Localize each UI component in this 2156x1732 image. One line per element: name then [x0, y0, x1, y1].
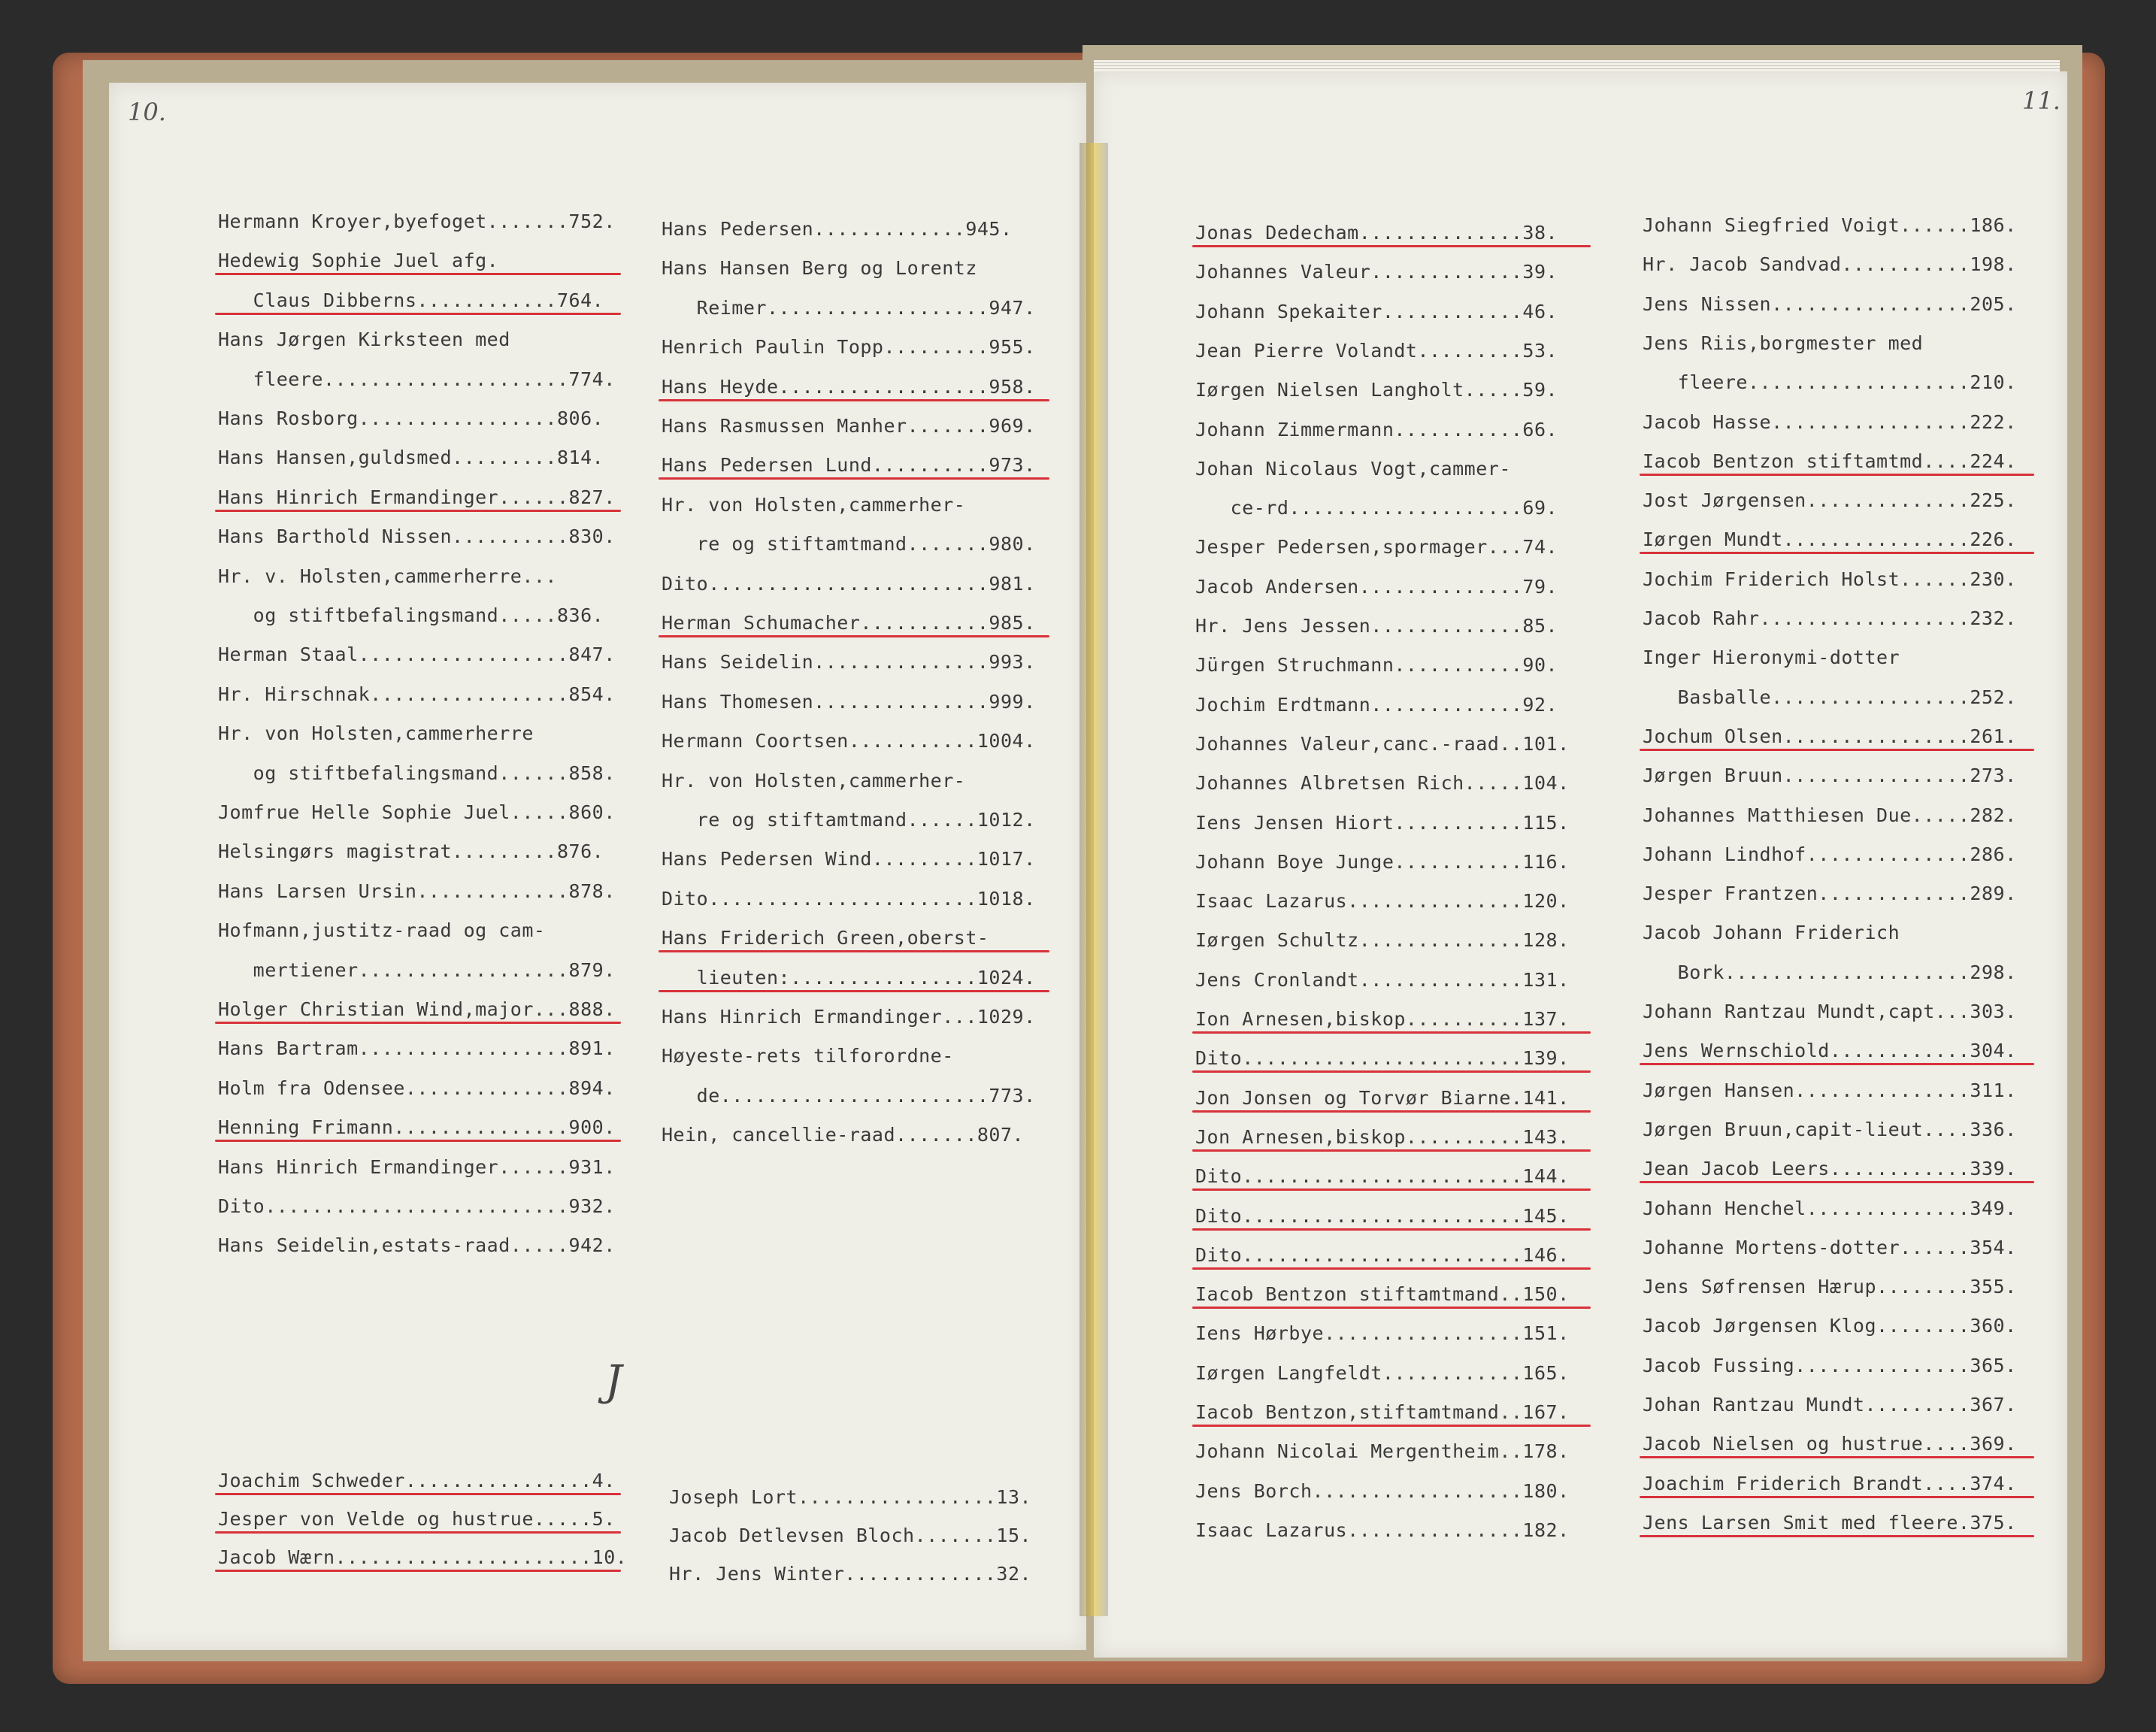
red-underline: [659, 477, 1049, 480]
index-entry: Jochim Friderich Holst......230.: [1643, 568, 2017, 590]
index-entry: Hans Hinrich Ermandinger...1029.: [662, 1006, 1036, 1028]
index-entry: Johann Rantzau Mundt,capt...303.: [1643, 1001, 2017, 1022]
left-page: [109, 83, 1086, 1650]
index-entry: Reimer...................947.: [662, 296, 1036, 319]
index-entry: Isaac Lazarus...............120.: [1195, 890, 1570, 913]
index-entry: Holger Christian Wind,major...888.: [218, 998, 616, 1020]
index-entry: Høyeste-rets tilforordne-: [662, 1045, 954, 1067]
index-entry: Jürgen Struchmann...........90.: [1195, 654, 1558, 677]
index-entry: Jørgen Hansen...............311.: [1643, 1079, 2017, 1101]
index-entry: Jacob Andersen..............79.: [1195, 575, 1558, 598]
index-entry: Dito..........................932.: [218, 1195, 616, 1217]
index-entry: Jacob Detlevsen Bloch.......15.: [669, 1525, 1032, 1546]
index-entry: Johann Lindhof..............286.: [1643, 843, 2017, 865]
book-gutter: [1080, 143, 1108, 1616]
index-entry: Johanne Mortens-dotter......354.: [1643, 1236, 2017, 1258]
index-entry: Jens Cronlandt..............131.: [1195, 968, 1570, 991]
index-entry: Jochim Erdtmann.............92.: [1195, 693, 1558, 716]
index-entry: Iacob Bentzon,stiftamtmand..167.: [1195, 1401, 1570, 1423]
index-entry: Hans Pedersen Wind.........1017.: [662, 848, 1036, 871]
index-entry: Hans Heyde..................958.: [662, 375, 1036, 398]
index-entry: Jens Søfrensen Hærup........355.: [1643, 1276, 2017, 1298]
red-underline: [1640, 474, 2034, 476]
index-entry: Jacob Johann Friderich: [1643, 922, 1900, 944]
index-entry: Joachim Schweder................4.: [218, 1470, 616, 1491]
index-entry: Iens Hørbye.................151.: [1195, 1322, 1570, 1345]
red-underline: [1192, 1267, 1591, 1270]
index-entry: Johann Nicolai Mergentheim..178.: [1195, 1440, 1570, 1463]
red-underline: [1192, 1228, 1591, 1231]
index-entry: Hans Hinrich Ermandinger......931.: [218, 1155, 616, 1178]
red-underline: [1192, 1110, 1591, 1113]
index-entry: Joseph Lort.................13.: [669, 1486, 1032, 1508]
index-entry: Hein, cancellie-raad.......807.: [662, 1124, 1025, 1146]
red-underline: [659, 399, 1049, 401]
red-underline: [215, 510, 621, 512]
index-entry: Jacob Hasse.................222.: [1643, 410, 2017, 433]
index-entry: Hans Jørgen Kirksteen med: [218, 329, 510, 351]
right-page: [1094, 71, 2067, 1658]
index-entry: Hans Hinrich Ermandinger......827.: [218, 486, 616, 508]
index-entry: Holm fra Odensee..............894.: [218, 1076, 616, 1099]
red-underline: [1192, 1307, 1591, 1309]
index-entry: Hr. von Holsten,cammerherre: [218, 722, 534, 745]
index-entry: Johann Zimmermann...........66.: [1195, 418, 1558, 441]
index-entry: Jochum Olsen................261.: [1643, 725, 2017, 747]
index-entry: Jon Arnesen,biskop..........143.: [1195, 1125, 1570, 1148]
index-entry: Jomfrue Helle Sophie Juel.....860.: [218, 801, 616, 823]
index-entry: Iørgen Nielsen Langholt.....59.: [1195, 379, 1558, 401]
index-entry: Jean Pierre Volandt.........53.: [1195, 339, 1558, 362]
red-underline: [1192, 1031, 1591, 1034]
index-entry: Iacob Bentzon stiftamtmd....224.: [1643, 450, 2017, 472]
index-entry: Johann Boye Junge...........116.: [1195, 850, 1570, 873]
index-entry: Dito........................981.: [662, 572, 1036, 595]
red-underline: [1640, 552, 2034, 554]
index-entry: Joachim Friderich Brandt....374.: [1643, 1472, 2017, 1494]
index-entry: fleere...................210.: [1643, 371, 2017, 394]
index-entry: og stiftbefalingsmand......858.: [218, 762, 616, 784]
index-entry: Dito........................145.: [1195, 1204, 1570, 1227]
index-entry: Jost Jørgensen..............225.: [1643, 489, 2017, 512]
red-underline: [215, 1140, 621, 1142]
index-entry: Jonas Dedecham..............38.: [1195, 222, 1558, 244]
red-underline: [215, 313, 621, 315]
page-number-right: 11.: [2022, 86, 2061, 115]
index-entry: fleere.....................774.: [218, 368, 616, 390]
index-entry: Iørgen Schultz..............128.: [1195, 929, 1570, 952]
index-entry: Jens Borch..................180.: [1195, 1479, 1570, 1502]
index-entry: Henning Frimann...............900.: [218, 1116, 616, 1139]
index-entry: Hans Rosborg.................806.: [218, 407, 604, 429]
red-underline: [659, 635, 1049, 637]
index-entry: Bork.....................298.: [1643, 961, 2017, 983]
index-entry: de.......................773.: [662, 1084, 1036, 1107]
index-entry: Inger Hieronymi-dotter: [1643, 646, 1900, 669]
index-entry: Basballe.................252.: [1643, 686, 2017, 708]
index-entry: Claus Dibberns............764.: [218, 289, 604, 311]
index-entry: Dito.......................1018.: [662, 887, 1036, 910]
red-underline: [659, 990, 1049, 992]
index-entry: Dito........................139.: [1195, 1047, 1570, 1070]
index-entry: Jacob Fussing...............365.: [1643, 1354, 2017, 1376]
index-entry: Herman Schumacher...........985.: [662, 612, 1036, 634]
index-entry: Hans Seidelin,estats-raad.....942.: [218, 1234, 616, 1257]
index-entry: Johan Rantzau Mundt.........367.: [1643, 1394, 2017, 1416]
index-entry: Iens Jensen Hiort...........115.: [1195, 811, 1570, 834]
index-entry: Iørgen Mundt................226.: [1643, 528, 2017, 551]
red-underline: [215, 1570, 621, 1572]
index-entry: Johann Spekaiter............46.: [1195, 300, 1558, 322]
index-entry: Hr. Jacob Sandvad...........198.: [1643, 253, 2017, 276]
index-entry: Iørgen Langfeldt............165.: [1195, 1361, 1570, 1384]
index-entry: Herman Staal..................847.: [218, 643, 616, 666]
red-underline: [1192, 1425, 1591, 1427]
index-entry: Hans Larsen Ursin.............878.: [218, 880, 616, 902]
red-underline: [1192, 1070, 1591, 1073]
red-underline: [215, 273, 621, 275]
index-entry: Jacob Jørgensen Klog........360.: [1643, 1315, 2017, 1337]
index-entry: Jacob Rahr..................232.: [1643, 607, 2017, 629]
index-entry: Helsingørs magistrat.........876.: [218, 840, 604, 863]
index-entry: Johann Siegfried Voigt......186.: [1643, 214, 2017, 236]
index-entry: Hans Seidelin...............993.: [662, 651, 1036, 674]
index-entry: og stiftbefalingsmand.....836.: [218, 604, 604, 626]
index-entry: re og stiftamtmand......1012.: [662, 809, 1036, 831]
red-underline: [1640, 1063, 2034, 1065]
red-underline: [215, 1493, 621, 1495]
index-entry: Hofmann,justitz-raad og cam-: [218, 919, 546, 942]
index-entry: Hedewig Sophie Juel afg.: [218, 250, 499, 272]
index-entry: Dito........................146.: [1195, 1243, 1570, 1266]
red-underline: [1640, 1496, 2034, 1498]
index-entry: Jacob Nielsen og hustrue....369.: [1643, 1433, 2017, 1455]
index-entry: Jens Larsen Smit med fleere.375.: [1643, 1511, 2017, 1534]
index-entry: Iacob Bentzon stiftamtmand..150.: [1195, 1283, 1570, 1306]
index-entry: Jacob Wærn......................10.: [218, 1546, 628, 1568]
index-entry: Jens Wernschiold............304.: [1643, 1040, 2017, 1062]
section-letter-j: J: [605, 1357, 622, 1406]
index-entry: Jesper Frantzen.............289.: [1643, 883, 2017, 905]
red-underline: [1192, 1188, 1591, 1191]
index-entry: Jørgen Bruun,capit-lieut....336.: [1643, 1118, 2017, 1140]
index-entry: Jesper von Velde og hustrue.....5.: [218, 1508, 616, 1530]
index-entry: Jens Nissen.................205.: [1643, 292, 2017, 315]
index-entry: Hr. von Holsten,cammerher-: [662, 769, 966, 792]
red-underline: [1640, 1181, 2034, 1183]
index-entry: re og stiftamtmand.......980.: [662, 533, 1036, 556]
index-entry: Jørgen Bruun................273.: [1643, 765, 2017, 787]
index-entry: Jens Riis,borgmester med: [1643, 332, 1924, 354]
index-entry: ce-rd....................69.: [1195, 497, 1558, 519]
index-entry: Hermann Coortsen...........1004.: [662, 730, 1036, 752]
index-entry: Hans Bartram..................891.: [218, 1037, 616, 1060]
red-underline: [1192, 245, 1591, 247]
index-entry: Johannes Valeur,canc.-raad..101.: [1195, 732, 1570, 755]
index-entry: Jon Jonsen og Torvør Biarne.141.: [1195, 1086, 1570, 1109]
index-entry: Hr. von Holsten,cammerher-: [662, 493, 966, 516]
index-entry: Hr. v. Holsten,cammerherre...: [218, 565, 557, 587]
index-entry: Hans Hansen Berg og Lorentz: [662, 257, 977, 280]
index-entry: Johannes Valeur.............39.: [1195, 261, 1558, 283]
red-underline: [215, 1531, 621, 1534]
red-underline: [215, 1022, 621, 1024]
index-entry: Hans Thomesen...............999.: [662, 690, 1036, 713]
index-entry: Johann Henchel..............349.: [1643, 1197, 2017, 1219]
index-entry: Jean Jacob Leers............339.: [1643, 1158, 2017, 1180]
index-entry: Hans Rasmussen Manher.......969.: [662, 415, 1036, 437]
index-entry: Hr. Jens Winter.............32.: [669, 1563, 1032, 1585]
index-entry: Johannes Matthiesen Due.....282.: [1643, 804, 2017, 826]
red-underline: [1192, 1149, 1591, 1152]
index-entry: Hr. Jens Jessen.............85.: [1195, 615, 1558, 637]
index-entry: Ion Arnesen,biskop..........137.: [1195, 1008, 1570, 1030]
index-entry: Dito........................144.: [1195, 1165, 1570, 1188]
index-entry: Hans Pedersen Lund..........973.: [662, 454, 1036, 477]
index-entry: Jesper Pedersen,spormager...74.: [1195, 536, 1558, 559]
red-underline: [1640, 1535, 2034, 1537]
red-underline: [659, 950, 1049, 952]
index-entry: Henrich Paulin Topp.........955.: [662, 336, 1036, 359]
index-entry: Hans Pedersen.............945.: [662, 218, 1013, 240]
red-underline: [1640, 1456, 2034, 1458]
index-entry: Hans Friderich Green,oberst-: [662, 927, 989, 949]
index-entry: lieuten:................1024.: [662, 966, 1036, 989]
index-entry: Johan Nicolaus Vogt,cammer-: [1195, 457, 1511, 480]
index-entry: Hermann Kroyer,byefoget.......752.: [218, 210, 616, 232]
index-entry: Isaac Lazarus...............182.: [1195, 1519, 1570, 1541]
page-number-left: 10.: [128, 98, 166, 126]
index-entry: Hans Barthold Nissen..........830.: [218, 525, 616, 548]
index-entry: Hr. Hirschnak.................854.: [218, 683, 616, 705]
index-entry: Johannes Albretsen Rich.....104.: [1195, 772, 1570, 795]
index-entry: mertiener..................879.: [218, 958, 616, 981]
red-underline: [1640, 749, 2034, 751]
index-entry: Hans Hansen,guldsmed.........814.: [218, 447, 604, 469]
